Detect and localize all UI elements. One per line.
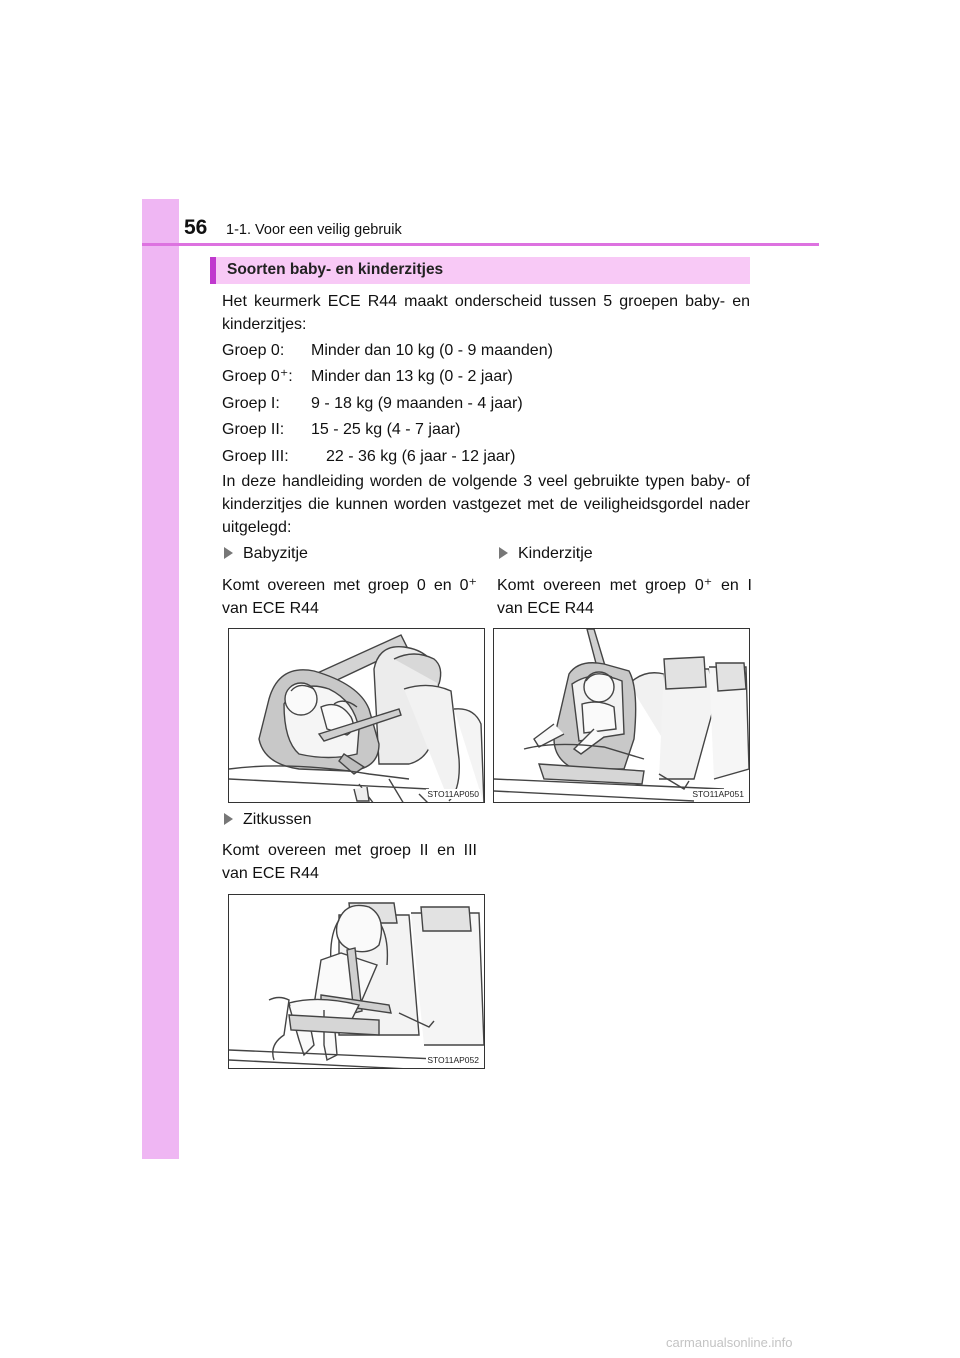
item-description: Komt overeen met groep 0 en 0⁺ van ECE R44 [222, 577, 477, 617]
group-label: Groep 0⁺: [222, 368, 293, 385]
group-label: Groep III: [222, 448, 289, 465]
group-label: Groep II: [222, 421, 285, 438]
figure-child-seat [493, 628, 750, 803]
group-description: 15 - 25 kg (4 - 7 jaar) [311, 421, 461, 438]
item-title-text: Babyzitje [243, 545, 308, 562]
item-description: Komt overeen met groep II en III van ECE R44 [222, 842, 477, 882]
figure-code: STO11AP052 [427, 1055, 479, 1065]
item-title-babyzitje [224, 545, 308, 563]
triangle-bullet-icon [224, 813, 233, 825]
item-title-zitkussen [224, 811, 311, 829]
group-description: 9 - 18 kg (9 maanden - 4 jaar) [311, 395, 523, 412]
intro-paragraph: Het keurmerk ECE R44 maakt onderscheid tussen 5 groepen baby- en kinderzitjes: [222, 293, 750, 333]
child-seat-illustration [494, 629, 750, 803]
section-accent [210, 257, 216, 284]
triangle-bullet-icon [499, 547, 508, 559]
figure-booster-cushion [228, 894, 485, 1069]
watermark: carmanualsonline.info [666, 1335, 793, 1350]
booster-cushion-illustration [229, 895, 485, 1069]
triangle-bullet-icon [224, 547, 233, 559]
item-title-text: Kinderzitje [518, 545, 593, 562]
group-description: Minder dan 13 kg (0 - 2 jaar) [311, 368, 513, 385]
header-rule [142, 243, 819, 246]
section-heading-bar [210, 257, 750, 284]
group-label: Groep 0: [222, 342, 285, 359]
figure-baby-seat [228, 628, 485, 803]
group-description: 22 - 36 kg (6 jaar - 12 jaar) [326, 448, 516, 465]
outro-paragraph: In deze handleiding worden de volgende 3 veel gebruikte typen baby- of kinderzitjes die kunnen worden vastgezet met de veiligheidsgordel nader uitgelegd: [222, 473, 750, 536]
item-title-kinderzitje [499, 545, 593, 563]
running-head: 1-1. Voor een veilig gebruik [226, 222, 402, 238]
baby-seat-illustration [229, 629, 485, 803]
figure-code: STO11AP051 [692, 789, 744, 799]
section-title: Soorten baby- en kinderzitjes [227, 261, 444, 278]
item-description: Komt overeen met groep 0⁺ en I van ECE R44 [497, 577, 752, 617]
group-description: Minder dan 10 kg (0 - 9 maanden) [311, 342, 553, 359]
chapter-sidebar-tab [142, 199, 179, 1159]
item-title-text: Zitkussen [243, 811, 312, 828]
figure-code: STO11AP050 [427, 789, 479, 799]
group-label: Groep I: [222, 395, 280, 412]
page-number: 56 [184, 216, 208, 239]
